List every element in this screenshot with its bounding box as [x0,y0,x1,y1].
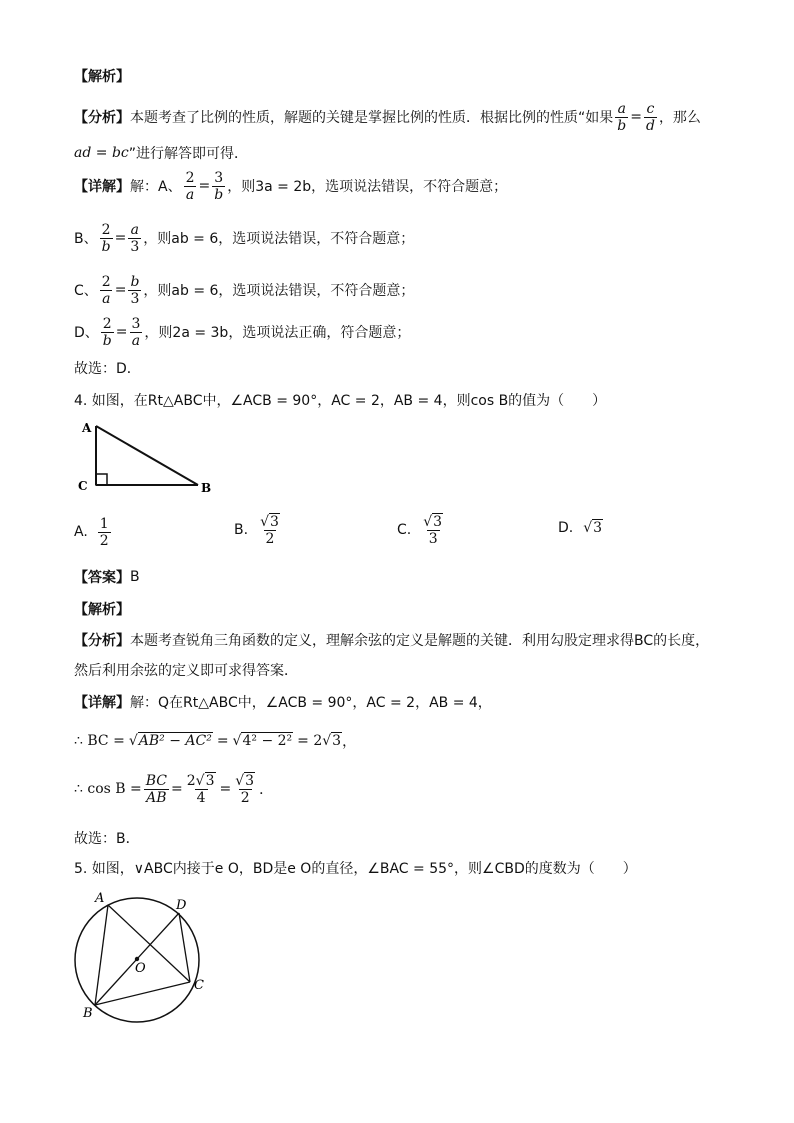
q3-analysis-line-2 [74,143,248,163]
segment-ab [95,905,108,1005]
option-label: B. [234,522,249,538]
option-fraction: $\frac{√3}{2}$ [260,513,279,547]
option-label: C. [397,522,412,538]
q4-option-c [397,508,447,552]
analysis-tag: 【分析】 [74,110,130,126]
fraction: $\frac{3}{a}$ [131,315,141,349]
q4-jiexi-line [74,599,130,619]
segment-bc [95,982,190,1005]
q4-analysis-line-2 [74,660,298,680]
segment-ac [108,905,190,982]
detail-text: ，则3a = 2b，选项说法错误，不符合题意； [227,179,508,195]
detail-tag: 【详解】 [74,695,130,711]
detail-text: ，则2a = 3b，选项说法正确，符合题意； [144,325,411,341]
fraction: $\frac{3}{b}$ [214,169,224,203]
q4-analysis-line [74,630,709,650]
q3-detail-line-c: C、 $\frac{2}{a}$ = $\frac{b}{3}$ ，则ab = 6，选项说法错误，不符合题意； [74,273,415,307]
fraction: $\frac{2}{a}$ [185,169,195,203]
answer-tag: 【答案】 [74,570,130,586]
fraction: $\frac{b}{3}$ [130,273,140,307]
choose-text: 故选：D． [74,361,141,377]
option-label: A. [74,524,88,540]
vertex-label-b: B [201,481,212,495]
fraction: $\frac{2}{b}$ [101,221,111,255]
choose-text: 故选：B． [74,831,140,847]
q4-cos-line: ∴ cos B = $\frac{BC}{AB}$ = $\frac{2√3}{4}$ = $\frac{√3}{2}$ ． [74,772,274,806]
punctuation: ． [259,782,274,798]
q5-stem [74,858,637,878]
answer-value: B [130,569,140,585]
option-label: B、 [74,231,98,247]
equals: = [216,733,229,749]
point-label-a: A [95,891,105,906]
analysis-text: ”进行解答即可得． [128,146,249,162]
equals: = 2 [297,733,323,749]
side-ab [96,426,198,485]
question-stem: 5. 如图，∨ABC内接于e O，BD是e O的直径，∠BAC = 55°，则∠CBD的度数为（ ） [74,861,637,877]
fraction-c-over-d: $\frac{c}{d}$ [645,100,655,134]
analysis-text: 本题考查锐角三角函数的定义，理解余弦的定义是解题的关键．利用勾股定理求得BC的长度， [130,633,710,649]
q3-detail-line-a: 【详解】 解：A、 $\frac{2}{a}$ = $\frac{3}{b}$ ，则3a = 2b，选项说法错误，不符合题意； [74,169,508,203]
jiexi-tag: 【解析】 [74,69,130,85]
fraction: $\frac{BC}{AB}$ [145,772,167,806]
q4-option-a [74,512,113,552]
q5-circle-figure [70,888,230,1028]
point-label-d: D [176,898,187,913]
q3-detail-line-d: D、 $\frac{2}{b}$ = $\frac{3}{a}$ ，则2a = 3b，选项说法正确，符合题意； [74,315,411,349]
fraction: $\frac{2}{a}$ [101,273,111,307]
segment-dc [179,913,190,982]
formula-prefix: ∴ BC = [74,733,125,749]
option-fraction: $\frac{1}{2}$ [99,515,109,549]
jiexi-tag: 【解析】 [74,602,130,618]
fraction: $\frac{2√3}{4}$ [186,772,215,806]
q4-bc-line [74,728,356,754]
q3-detail-line-b: B、 $\frac{2}{b}$ = $\frac{a}{3}$ ，则ab = 6，选项说法错误，不符合题意； [74,221,415,255]
analysis-text: 然后利用余弦的定义即可求得答案． [74,663,298,679]
fraction: $\frac{a}{3}$ [130,221,140,255]
option-label: D. [558,520,574,536]
fraction: $\frac{2}{b}$ [102,315,112,349]
punctuation: ， [342,734,357,750]
analysis-text: ，那么 [658,110,701,126]
option-label: C、 [74,283,98,299]
q4-choose-line [74,828,140,848]
analysis-text: 本题考查了比例的性质，解题的关键是掌握比例的性质．根据比例的性质“如果 [130,110,614,126]
radical: √AB² − AC² [128,733,212,749]
detail-text: 解：Q在Rt△ABC中，∠ACB = 90°，AC = 2，AB = 4， [130,695,492,711]
analysis-tag: 【分析】 [74,633,130,649]
point-label-o: O [135,961,146,976]
question-stem: 4. 如图，在Rt△ABC中，∠ACB = 90°，AC = 2，AB = 4，则cos B的值为（ ） [74,393,607,409]
vertex-label-c: C [78,479,88,493]
q4-detail-line [74,692,492,712]
q4-option-d [558,520,603,536]
detail-tag: 【详解】 [74,179,130,195]
q4-triangle-figure [76,418,226,498]
radical: √3 [322,733,342,749]
point-label-c: C [194,978,204,993]
q4-answer-line [74,567,140,587]
q4-option-b [234,508,284,552]
formula-prefix: ∴ cos B = [74,781,142,797]
q3-choose-line [74,358,141,378]
option-label: D、 [74,325,99,341]
formula: ad = bc [74,145,129,161]
q4-stem [74,390,606,410]
detail-text: 解：A、 [130,179,182,195]
right-angle-mark [96,474,107,485]
fraction-a-over-b: $\frac{a}{b}$ [617,100,627,134]
point-label-b: B [83,1006,93,1021]
detail-text: ，则ab = 6，选项说法错误，不符合题意； [143,283,415,299]
q3-analysis-line: 【分析】 本题考查了比例的性质，解题的关键是掌握比例的性质．根据比例的性质“如果 $\frac{a}{b}$ = $\frac{c}{d}$ ，那么 [74,100,701,134]
option-fraction: $\frac{√3}{3}$ [423,513,443,547]
fraction: $\frac{√3}{2}$ [235,772,255,806]
radical: √4² − 2² [232,733,293,749]
vertex-label-a: A [82,421,92,435]
section-label-jiexi [74,66,130,86]
detail-text: ，则ab = 6，选项说法错误，不符合题意； [143,231,415,247]
option-radical: √3 [583,520,603,536]
